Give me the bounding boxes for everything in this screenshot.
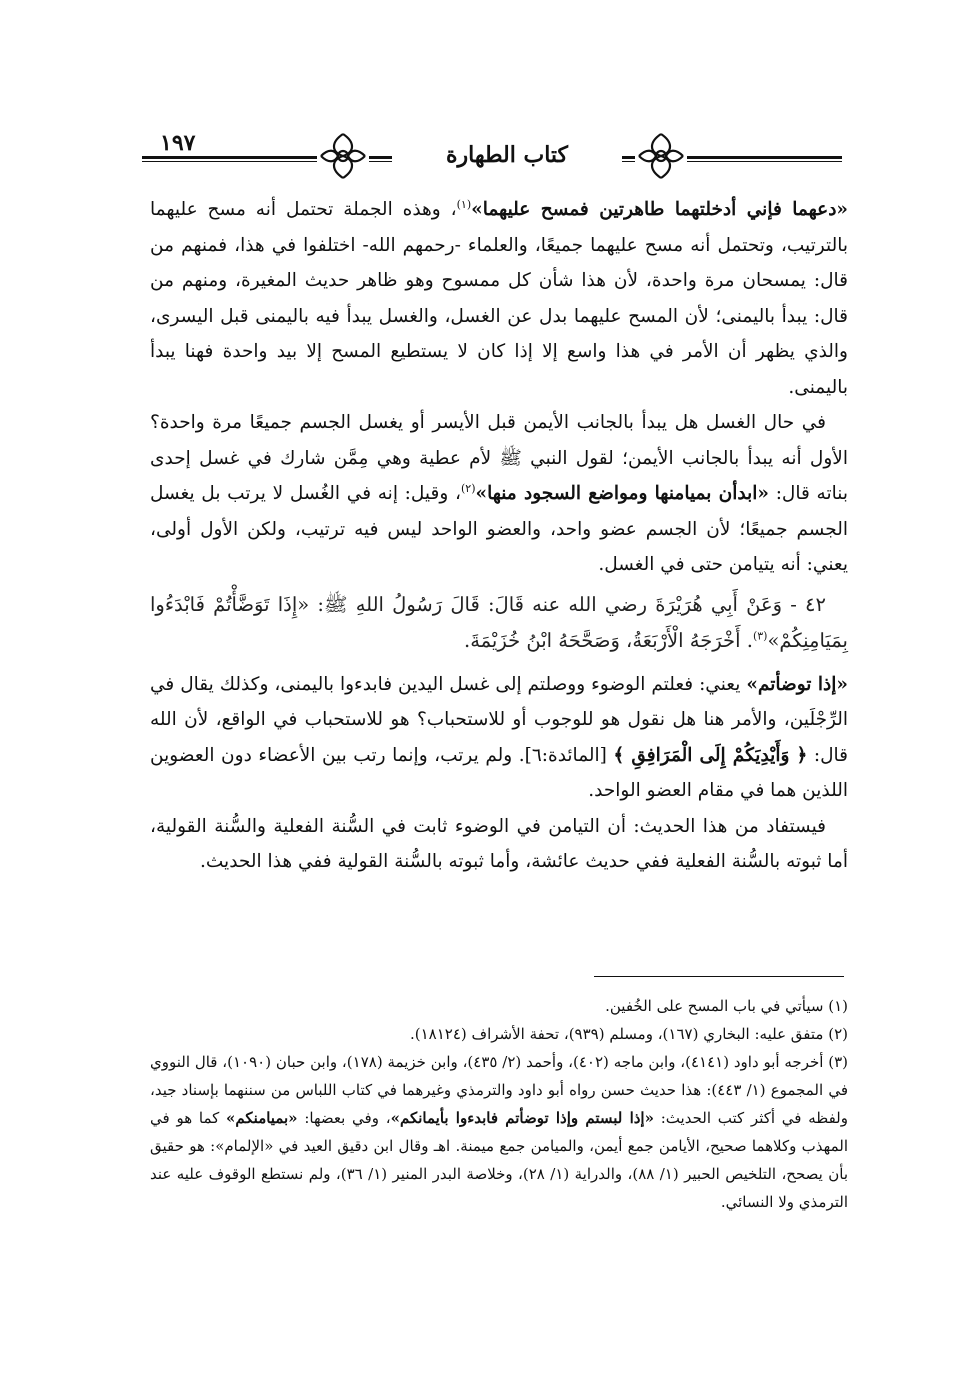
paragraph-4 (150, 809, 848, 880)
footnote-hadith: «إذا لبستم وإذا توضأتم فابدءوا بأيمانكم» (390, 1109, 654, 1127)
footnote-1: (١) سيأتي في باب المسح على الخُفين. (605, 997, 848, 1015)
paragraph-text: ، وهذه الجملة تحتمل أنه مسح عليهما بالترتيب، وتحتمل أنه مسح عليهما جميعًا، والعلماء -رحمهم الله- اختلفوا في هذا، فمنهم من قال: يمسحان مرة واحدة، لأن هذا شأن كل ممسوح وهو ظاهر حديث المغيرة، ومنهم من قال: يبدأ باليمنى؛ لأن المسح عليهما بدل عن الغسل، والغسل يبدأ فيه باليمنى قبل اليسرى، والذي يظهر أن الأمر في هذا واسع إلا إذا كان لا يستطيع المسح إلا بيد واحدة فهنا يبدأ باليمنى. (150, 199, 848, 398)
surah-ref: [المائدة:٦] (524, 744, 614, 766)
flourish-ornament-icon (317, 130, 369, 182)
footnote-separator (594, 976, 844, 977)
paragraph-text: . ولم يرتب، وإنما رتب بين الأعضاء دون العضوين اللذين هما في مقام العضو الواحد. (150, 744, 848, 801)
hadith-42 (150, 587, 848, 659)
page-number: ١٩٧ (156, 130, 199, 156)
main-text (150, 192, 848, 880)
footnote-ref: (٣) (752, 629, 768, 642)
footnote-3 (150, 1048, 848, 1216)
quran-verse: ﴿ وَأَيْدِيَكُمْ إِلَى الْمَرَافِقِ ﴾ (613, 744, 808, 766)
chapter-title: كتاب الطهارة (392, 142, 622, 168)
footnote-2: (٢) متفق عليه: البخاري (١٦٧)، ومسلم (٩٣٩)، تحفة الأشراف (١٨١٢٤). (410, 1025, 848, 1043)
paragraph-text: في حال الغسل هل يبدأ بالجانب الأيمن قبل الأيسر أو يغسل الجسم جميعًا مرة واحدة؟ الأول أنه يبدأ بالجانب الأيمن؛ لقول النبي ﷺ لأم عطية وهي مِمَّن شارك في غسل إحدى بناته قال: (150, 412, 848, 504)
running-header (142, 124, 842, 184)
quoted-hadith: «دعهما فإني أدخلتهما طاهرتين فمسح عليهما» (471, 199, 848, 220)
footnote-ref: (١) (456, 197, 472, 211)
footnotes (150, 992, 848, 1216)
quoted-hadith: «ابدأن بميامنها ومواضع السجود منها» (475, 483, 769, 504)
paragraph-text: فيستفاد من هذا الحديث: أن التيامن في الوضوء ثابت في السُّنة الفعلية والسُّنة القولية، أما ثبوته بالسُّنة الفعلية ففي حديث عائشة، وأما ثبوته بالسُّنة القولية ففي هذا الحديث. (150, 815, 848, 872)
quoted-hadith: «إذا توضأتم» (746, 673, 848, 695)
paragraph-2 (150, 405, 848, 583)
footnote-hadith: «بميامنكم» (226, 1109, 298, 1127)
paragraph-text: ، وقيل: إنه في الغُسل لا يرتب بل يغسل الجسم جميعًا؛ لأن الجسم عضو واحد، والعضو الواحد ليس فيه ترتيب، ولكن الأول أولى، يعني: أنه يتيامن حتى في الغسل. (150, 483, 848, 575)
footnote-text: ، وفي بعضها: (297, 1109, 391, 1127)
paragraph-3 (150, 667, 848, 809)
paragraph-text: يعني: فعلتم الوضوء ووصلتم إلى غسل اليدين فابدءوا باليمنى، وكذلك يقال في الرِّجْلَين، والأمر هنا هل نقول هو للوجوب أو للاستحباب؟ هو للاستحباب في الواقع، لأن الله قال: (150, 673, 849, 766)
hadith-text: ٤٢ - وَعَنْ أَبِي هُرَيْرَةَ رضي الله عنه قَالَ: قَالَ رَسُولُ اللهِ ﷺ: «إِذَا تَوَضَّأْتُمْ فَابْدَءُوا بِمَيَامِنِكُمْ» (150, 592, 848, 652)
paragraph-1 (150, 192, 848, 405)
hadith-source: . أَخْرَجَهُ الْأَرْبَعَةُ، وَصَحَّحَهُ ابْنُ خُزَيْمَةَ. (464, 628, 753, 652)
footnote-ref: (٢) (460, 481, 476, 495)
flourish-ornament-icon (635, 130, 687, 182)
footnote-text: (٣) أخرجه أبو داود (٤١٤١)، وابن ماجه (٤٠٢)، وأحمد (٢/ ٤٣٥)، وابن خزيمة (١٧٨)، وابن حبان (١٠٩٠)، قال النووي في المجموع (١/ ٤٤٣): هذا حديث حسن رواه أبو داود والترمذي وغيرهما في كتاب اللباس من سننهما بإسناد جيد، ولفظه في أكثر كتب الحديث: (150, 1053, 849, 1127)
footnote-text: كما هو في المهذب وكلاهما صحيح، الأيامن جمع أيمن، والميامن جمع ميمنة. اهـ وقال ابن دقيق العيد في «الإلمام»: هو حقيق بأن يصحح، التلخيص الحبير (١/ ٨٨)، والدراية (١/ ٢٨)، وخلاصة البدر المنير (١/ ٣٦)، ولم نستطع الوقوف عليه عند الترمذي ولا النسائي. (150, 1109, 848, 1211)
